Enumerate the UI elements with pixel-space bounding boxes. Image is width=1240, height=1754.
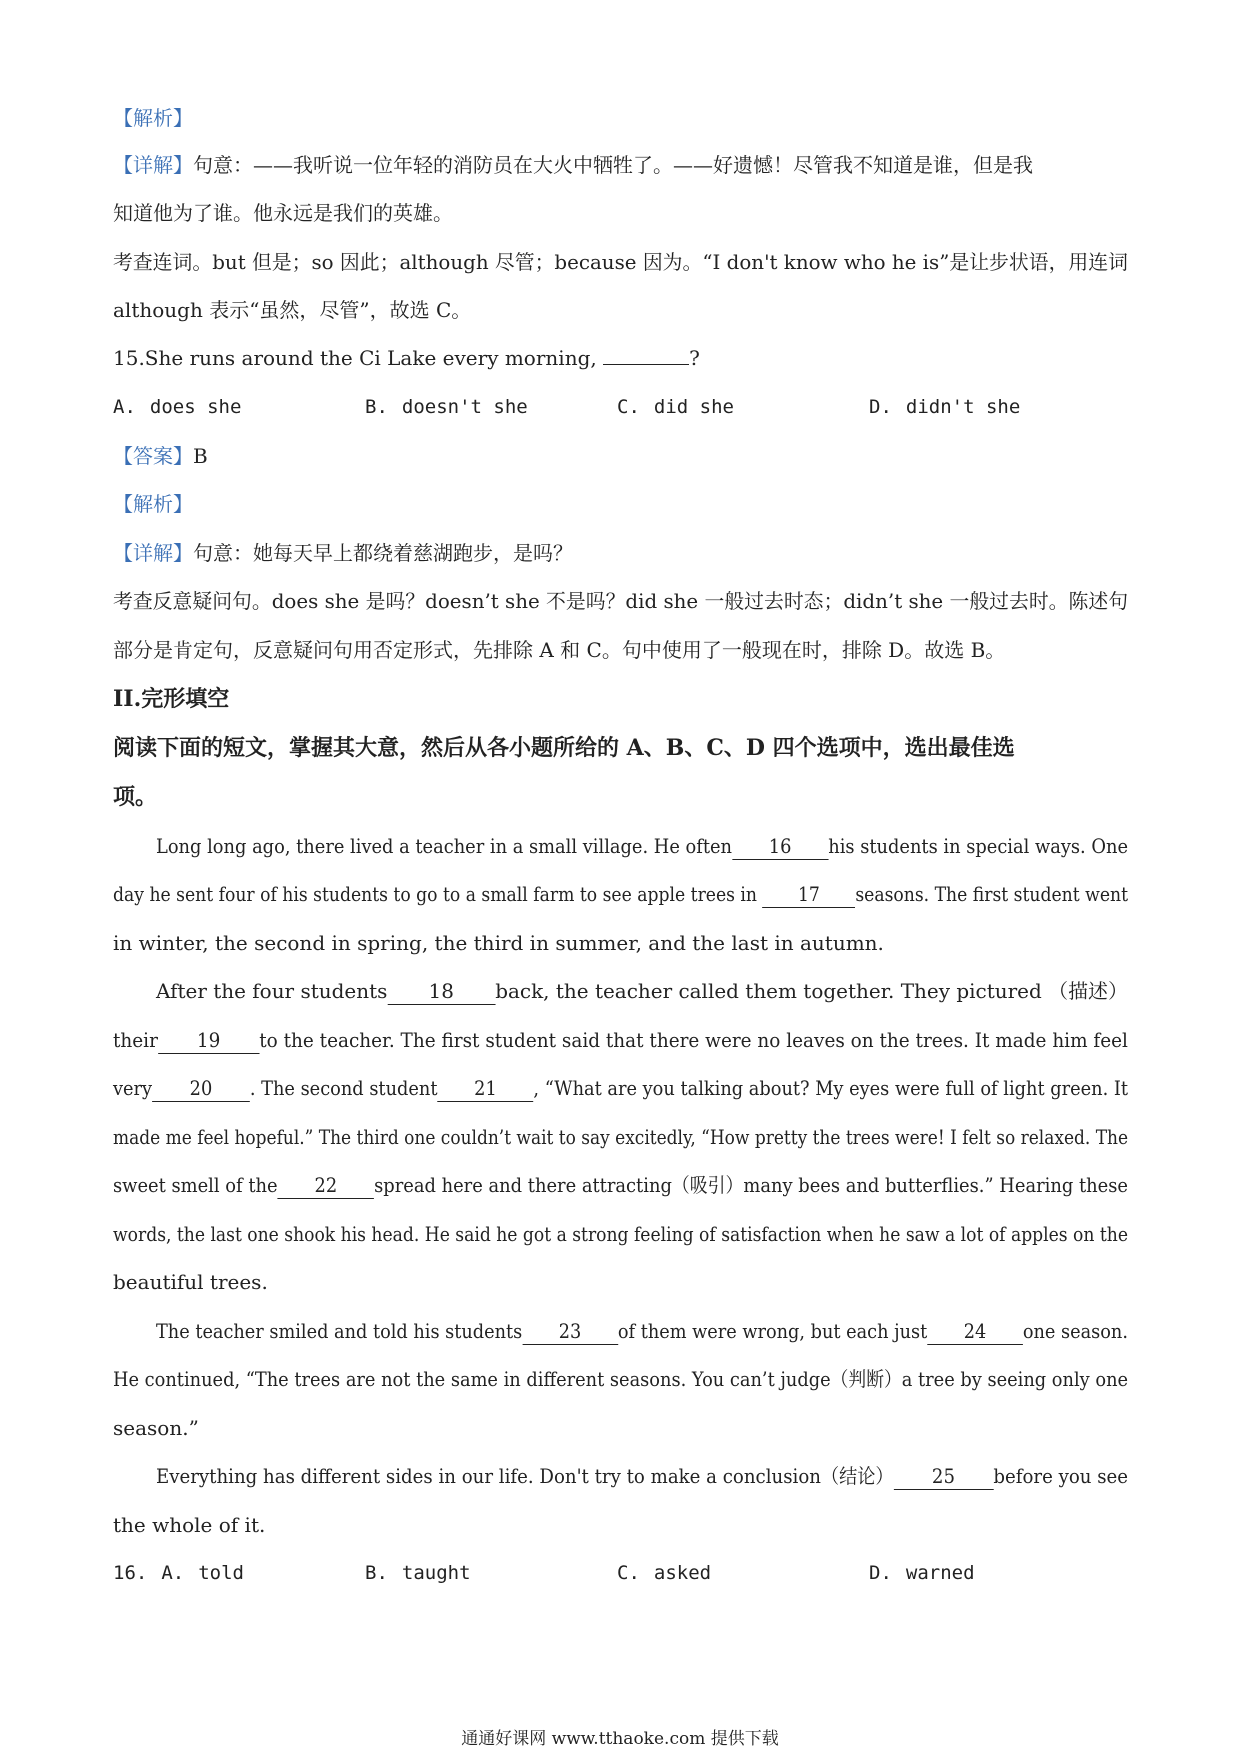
detail-text: 句意：她每天早上都绕着慈湖跑步，是吗？ [193,541,573,565]
passage-text: sweet smell of the [113,1173,278,1197]
passage-text: of them were wrong, but each just [617,1319,928,1343]
blank-20: 20 [152,1075,250,1102]
passage-text: their [113,1028,158,1052]
q15-detail-line-1 [113,539,573,567]
analysis-tag-2: 【解析】 [113,492,193,516]
option-letter: D. [869,1562,892,1584]
passage-line: He continued, “The trees are not the same in different seasons. You can’t judge（判断）a tree by seeing only one [113,1367,1129,1391]
passage-line: the whole of it. [113,1513,266,1537]
passage-line: words, the last one shook his head. He said he got a strong feeling of satisfaction when he saw a lot of apples on the [113,1222,1128,1246]
question-16-option-d [869,1559,975,1587]
q15-detail-line-3: 部分是肯定句，反意疑问句用否定形式，先排除 A 和 C。句中使用了一般现在时，排除 D。故选 B。 [113,638,1006,662]
option-text: doesn't she [401,396,528,418]
question-15-option-a [113,393,241,421]
question-number: 16. [113,1562,148,1584]
passage-line [156,977,1128,1005]
option-text: told [198,1562,244,1584]
passage-text: before you see [993,1464,1129,1488]
section-title: II.完形填空 [113,686,230,712]
question-16-option-a [113,1559,244,1587]
passage-text: his students in special ways. One [828,834,1129,858]
option-letter: A. [113,396,136,418]
detail-line-3: 考查连词。but 但是；so 因此；although 尽管；because 因为。“I don't know who he is”是让步状语，用连词 [113,250,1128,274]
passage-line [113,1171,1128,1199]
footer-suffix: 提供下载 [710,1729,779,1749]
passage-text: After the four students [156,979,388,1003]
detail-line-4: although 表示“虽然，尽管”，故选 C。 [113,298,472,322]
passage-line: season.” [113,1416,199,1440]
option-text: did she [653,396,734,418]
detail-text: 句意：——我听说一位年轻的消防员在大火中牺牲了。——好遗憾！尽管我不知道是谁，但是我 [193,153,1033,177]
blank-19: 19 [158,1027,259,1054]
passage-line [156,832,1128,860]
footer-url[interactable]: www.tthaoke.com [551,1729,706,1749]
question-15-option-c [617,393,734,421]
passage-text: Long long ago, there lived a teacher in a small village. He often [156,834,733,858]
passage-line: made me feel hopeful.” The third one couldn’t wait to say excitedly, “How pretty the trees were! I felt so relaxed. The [113,1125,1129,1149]
detail-tag-2: 【详解】 [113,541,193,565]
option-letter: C. [617,1562,640,1584]
blank-17: 17 [762,881,855,908]
option-letter: C. [617,396,640,418]
passage-text: seasons. The first student went [855,882,1129,906]
blank-24: 24 [927,1318,1023,1345]
option-letter: B. [365,396,388,418]
passage-line [113,1074,1128,1102]
option-text: does she [149,396,242,418]
question-15-stem [113,344,700,372]
option-text: taught [401,1562,471,1584]
section-instruction-1: 阅读下面的短文，掌握其大意，然后从各小题所给的 A、B、C、D 四个选项中，选出最佳选 [113,735,1015,761]
passage-text: The teacher smiled and told his students [156,1319,523,1343]
question-15-option-b [365,393,528,421]
detail-line-2: 知道他为了谁。他永远是我们的英雄。 [113,201,453,225]
answer-tag: 【答案】 [113,444,193,468]
passage-text: Everything has different sides in our life. Don't try to make a conclusion（结论） [156,1464,894,1488]
question-15-text: 15.She runs around the Ci Lake every morning, [113,346,597,370]
passage-text: day he sent four of his students to go to a small farm to see apple trees in [113,882,758,906]
answer-line [113,442,208,470]
passage-text: very [113,1076,153,1100]
option-letter: B. [365,1562,388,1584]
footer-site-name: 通通好课网 [461,1729,547,1749]
page-footer [0,1728,1240,1750]
q15-detail-line-2: 考查反意疑问句。does she 是吗？doesn’t she 不是吗？did she 一般过去时态；didn’t she 一般过去时。陈述句 [113,589,1129,613]
question-15-option-d [869,393,1020,421]
answer-value: B [193,444,208,468]
passage-text: back, the teacher called them together. They pictured （描述） [495,979,1129,1003]
section-instruction-2: 项。 [113,784,158,810]
option-letter: D. [869,396,892,418]
passage-text: one season. [1022,1319,1128,1343]
question-16-option-b [365,1559,471,1587]
passage-text: , “What are you talking about? My eyes were full of light green. It [533,1076,1129,1100]
blank-23: 23 [522,1318,618,1345]
passage-line [113,880,1128,908]
passage-line [156,1317,1128,1345]
blank-21: 21 [437,1075,533,1102]
option-text: warned [905,1562,975,1584]
blank-22: 22 [278,1172,374,1199]
passage-text: to the teacher. The first student said that there were no leaves on the trees. It made him feel [259,1028,1128,1052]
detail-line-1 [113,151,1033,179]
blank-18: 18 [387,978,495,1005]
option-text: didn't she [905,396,1021,418]
option-text: asked [653,1562,712,1584]
question-15-mark: ? [689,346,700,370]
detail-tag: 【详解】 [113,153,193,177]
passage-text: spread here and there attracting（吸引）many bees and butterflies.” Hearing these [374,1173,1129,1197]
analysis-tag: 【解析】 [113,106,193,130]
question-16-option-c [617,1559,711,1587]
question-15-blank [603,364,689,365]
passage-line: beautiful trees. [113,1270,268,1294]
passage-text: . The second student [249,1076,438,1100]
passage-line: in winter, the second in spring, the third in summer, and the last in autumn. [113,931,884,955]
passage-line [113,1026,1128,1054]
passage-line [156,1462,1128,1490]
option-letter: A. [161,1562,185,1584]
blank-25: 25 [894,1463,994,1490]
blank-16: 16 [732,833,828,860]
